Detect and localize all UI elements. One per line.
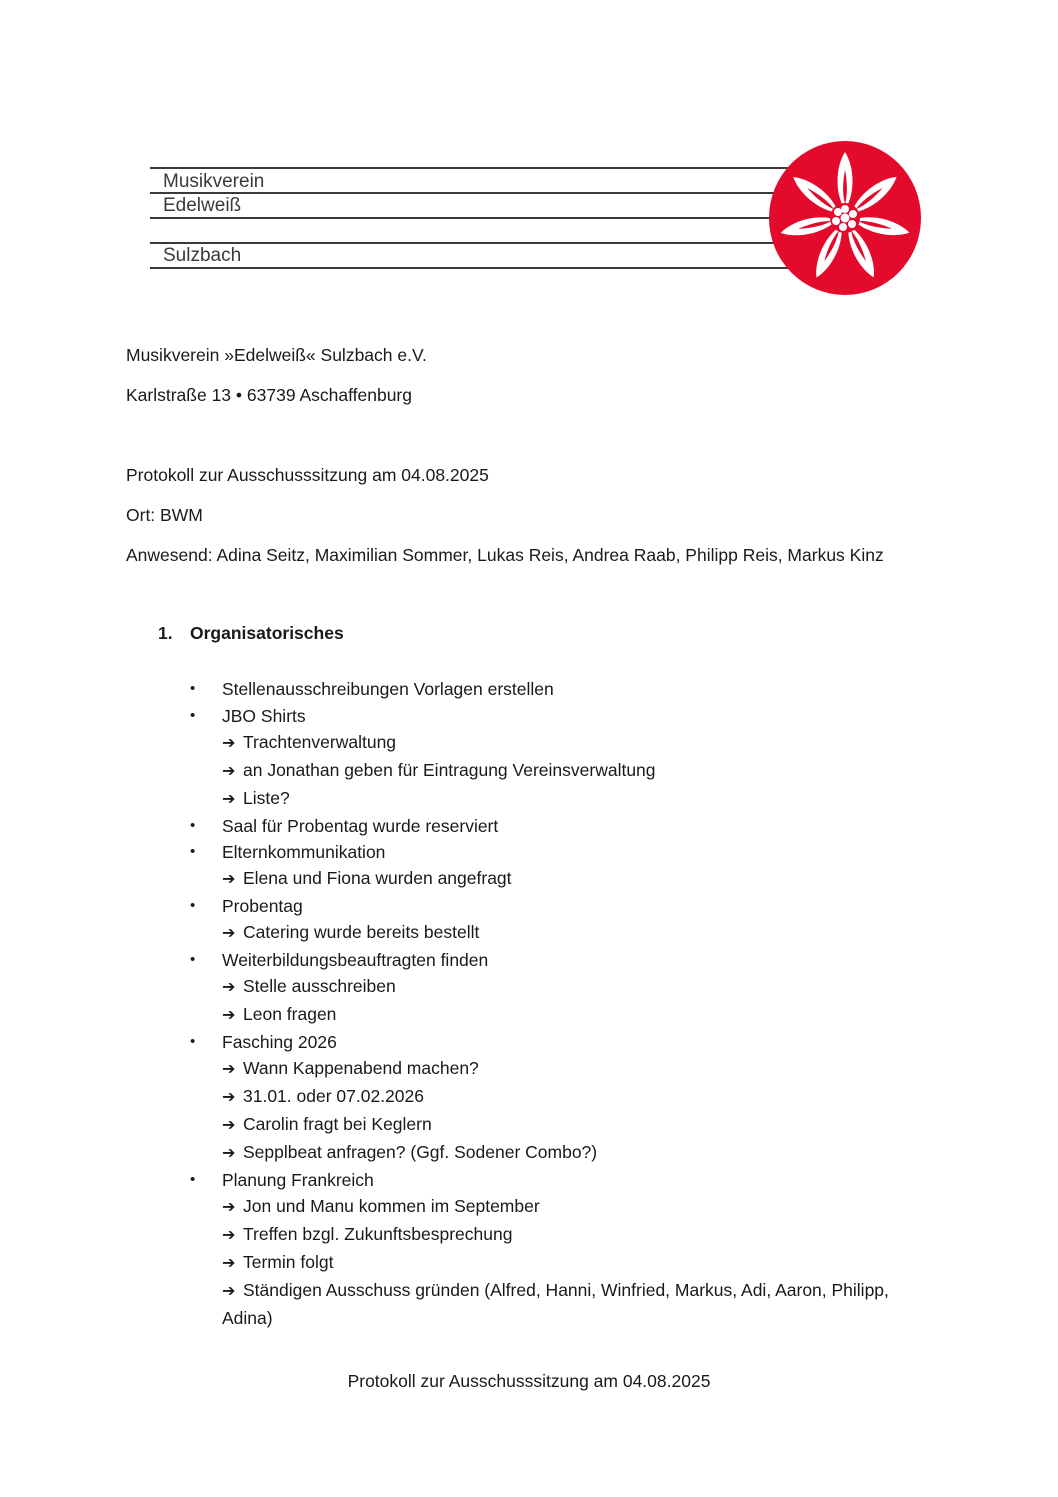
- logo-text-line1: Musikverein: [163, 171, 265, 192]
- arrow-right-icon: ➔: [222, 1227, 236, 1244]
- arrow-right-icon: ➔: [222, 763, 236, 780]
- arrow-right-icon: ➔: [222, 979, 236, 996]
- agenda-subitem: [222, 1221, 920, 1249]
- agenda-subitem-text: Leon fragen: [243, 1004, 337, 1024]
- agenda-subitem: [222, 865, 920, 893]
- arrow-right-icon: ➔: [222, 1145, 236, 1162]
- arrow-right-icon: ➔: [222, 1117, 236, 1134]
- agenda-item-text: JBO Shirts: [222, 706, 306, 726]
- arrow-right-icon: ➔: [222, 1061, 236, 1078]
- arrow-right-icon: ➔: [222, 791, 236, 808]
- agenda-item-text: Stellenausschreibungen Vorlagen erstellen: [222, 679, 554, 699]
- section-heading: [158, 623, 344, 644]
- agenda-item-text: Planung Frankreich: [222, 1170, 374, 1190]
- agenda-subitem-text: Liste?: [243, 788, 290, 808]
- agenda-item: [190, 1029, 920, 1167]
- agenda-item: [190, 839, 920, 893]
- meeting-location: Ort: BWM: [126, 505, 203, 525]
- agenda-subitem-text: Elena und Fiona wurden angefragt: [243, 868, 512, 888]
- agenda-item-text: Weiterbildungsbeauftragten finden: [222, 950, 489, 970]
- club-logo: [150, 140, 922, 298]
- agenda-item: [190, 703, 920, 813]
- arrow-right-icon: ➔: [222, 735, 236, 752]
- arrow-right-icon: ➔: [222, 871, 236, 888]
- agenda-subitem-text: an Jonathan geben für Eintragung Vereinsverwaltung: [243, 760, 656, 780]
- agenda-subitem: [222, 1249, 920, 1277]
- bullet-icon: •: [190, 680, 196, 697]
- agenda-subitem-text: Termin folgt: [243, 1252, 334, 1272]
- bullet-icon: •: [190, 707, 196, 724]
- bullet-icon: •: [190, 897, 196, 914]
- bullet-icon: •: [190, 1171, 196, 1188]
- agenda-subitem-text: Trachtenverwaltung: [243, 732, 397, 752]
- logo-rule: [150, 267, 790, 269]
- agenda-subitem-text: Ständigen Ausschuss gründen (Alfred, Hanni, Winfried, Markus, Adi, Aaron, Philipp, Adina): [222, 1280, 889, 1328]
- agenda-subitem-text: Catering wurde bereits bestellt: [243, 922, 480, 942]
- section-title: Organisatorisches: [190, 623, 344, 643]
- arrow-right-icon: ➔: [222, 1283, 236, 1300]
- bullet-icon: •: [190, 951, 196, 968]
- agenda-item-text: Saal für Probentag wurde reserviert: [222, 816, 499, 836]
- logo-text-line3: Sulzbach: [163, 245, 242, 266]
- org-name: Musikverein »Edelweiß« Sulzbach e.V.: [126, 345, 427, 365]
- agenda-subitem: [222, 757, 920, 785]
- agenda-item: [190, 676, 920, 702]
- agenda-item-text: Elternkommunikation: [222, 842, 386, 862]
- bullet-icon: •: [190, 817, 196, 834]
- agenda-subitem: [222, 1111, 920, 1139]
- bullet-icon: •: [190, 1033, 196, 1050]
- logo-rule: [150, 192, 790, 194]
- attendees: Anwesend: Adina Seitz, Maximilian Sommer, Lukas Reis, Andrea Raab, Philipp Reis, Markus Kinz: [126, 545, 884, 565]
- section-number: 1.: [158, 623, 173, 643]
- arrow-right-icon: ➔: [222, 1089, 236, 1106]
- logo-rule: [150, 242, 790, 244]
- agenda-subitem-text: Wann Kappenabend machen?: [243, 1058, 479, 1078]
- arrow-right-icon: ➔: [222, 1199, 236, 1216]
- agenda-subitem: [222, 1139, 920, 1167]
- agenda-subitem-text: Sepplbeat anfragen? (Ggf. Sodener Combo?): [243, 1142, 598, 1162]
- org-address: Karlstraße 13 • 63739 Aschaffenburg: [126, 385, 412, 405]
- agenda-subitem-text: 31.01. oder 07.02.2026: [243, 1086, 424, 1106]
- logo-rule: [150, 167, 790, 169]
- agenda-subitem: [222, 973, 920, 1001]
- agenda-subitem: [222, 1193, 920, 1221]
- arrow-right-icon: ➔: [222, 1007, 236, 1024]
- agenda-item: [190, 893, 920, 947]
- bullet-icon: •: [190, 843, 196, 860]
- agenda-subitem: [222, 1055, 920, 1083]
- agenda-item-text: Probentag: [222, 896, 303, 916]
- agenda-subitem-text: Treffen bzgl. Zukunftsbesprechung: [243, 1224, 513, 1244]
- agenda-item: [190, 947, 920, 1029]
- agenda-item-text: Fasching 2026: [222, 1032, 337, 1052]
- document-title: Protokoll zur Ausschusssitzung am 04.08.2025: [126, 465, 489, 485]
- agenda-item: [190, 813, 920, 839]
- edelweiss-flower-icon: [768, 140, 922, 296]
- logo-text-line2: Edelweiß: [163, 195, 242, 216]
- agenda-subitem-text: Stelle ausschreiben: [243, 976, 396, 996]
- agenda-list: [190, 676, 920, 1331]
- agenda-item: [190, 1167, 920, 1331]
- agenda-subitem-text: Carolin fragt bei Keglern: [243, 1114, 432, 1134]
- agenda-subitem-text: Jon und Manu kommen im September: [243, 1196, 540, 1216]
- arrow-right-icon: ➔: [222, 925, 236, 942]
- agenda-subitem: [222, 1001, 920, 1029]
- agenda-subitem: [222, 729, 920, 757]
- arrow-right-icon: ➔: [222, 1255, 236, 1272]
- page-footer: Protokoll zur Ausschusssitzung am 04.08.2025: [347, 1371, 711, 1391]
- agenda-subitem: [222, 1083, 920, 1111]
- agenda-subitem: [222, 919, 920, 947]
- logo-rule: [150, 217, 790, 219]
- agenda-subitem: [222, 785, 920, 813]
- agenda-subitem: [222, 1277, 920, 1331]
